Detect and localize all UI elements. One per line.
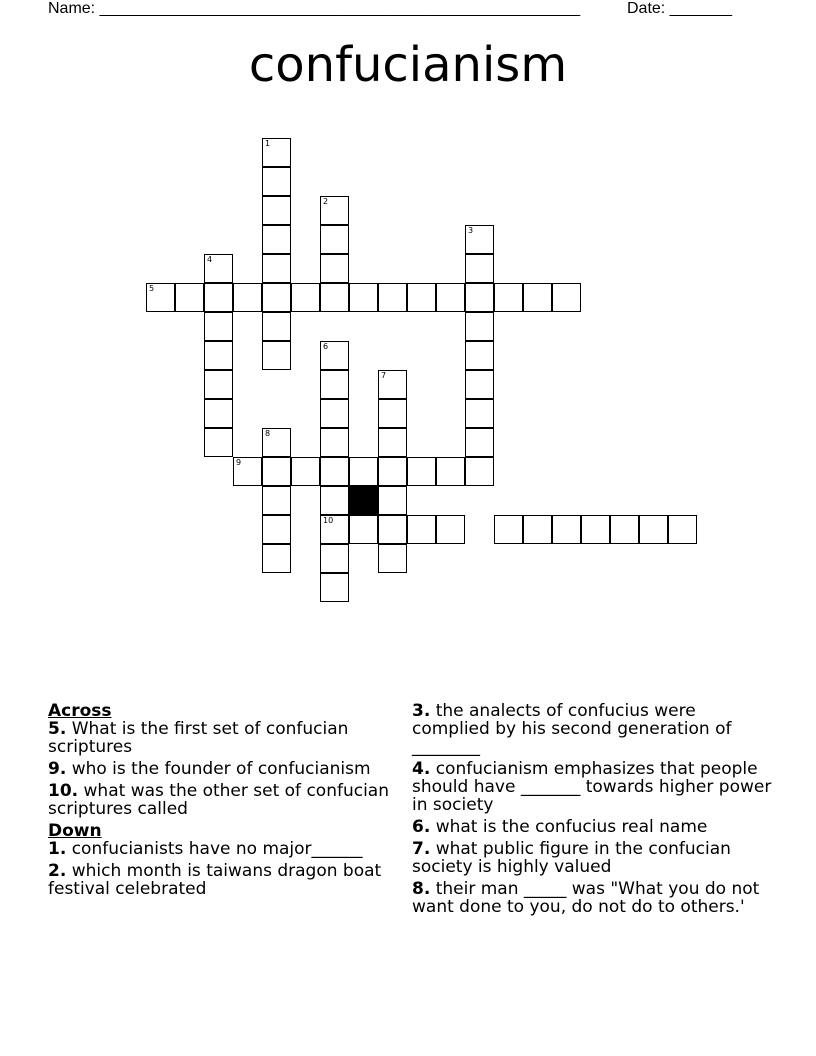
clue-number-label: 10 xyxy=(323,516,334,525)
crossword-cell[interactable] xyxy=(465,254,494,283)
clue-number-label: 8 xyxy=(265,429,271,438)
clue-number: 2. xyxy=(48,861,67,881)
crossword-cell[interactable] xyxy=(262,457,291,486)
clue-number: 6. xyxy=(412,817,431,837)
crossword-cell[interactable] xyxy=(320,457,349,486)
crossword-cell[interactable] xyxy=(175,283,204,312)
crossword-cell[interactable] xyxy=(262,254,291,283)
crossword-cell[interactable] xyxy=(494,515,523,544)
clue-number-label: 6 xyxy=(323,342,329,351)
crossword-cell[interactable] xyxy=(320,225,349,254)
crossword-cell[interactable] xyxy=(523,283,552,312)
crossword-cell[interactable] xyxy=(291,283,320,312)
clue-number-label: 1 xyxy=(265,139,271,148)
crossword-cell[interactable] xyxy=(378,283,407,312)
crossword-cell[interactable] xyxy=(262,341,291,370)
clue-across-9 xyxy=(48,760,393,778)
clue-text: the analects of confucius were complied by his second generation of ________ xyxy=(412,701,732,757)
crossword-cell[interactable] xyxy=(262,167,291,196)
clue-number: 8. xyxy=(412,879,431,899)
crossword-cell[interactable] xyxy=(465,312,494,341)
crossword-cell[interactable] xyxy=(320,515,349,544)
clue-down-3 xyxy=(412,702,772,756)
clue-down-8 xyxy=(412,880,772,916)
crossword-cell[interactable] xyxy=(494,283,523,312)
clue-down-1 xyxy=(48,840,393,858)
clue-number-label: 2 xyxy=(323,197,329,206)
crossword-cell[interactable] xyxy=(204,370,233,399)
crossword-cell[interactable] xyxy=(262,486,291,515)
crossword-cell[interactable] xyxy=(146,283,175,312)
crossword-cell[interactable] xyxy=(465,341,494,370)
crossword-cell[interactable] xyxy=(204,283,233,312)
crossword-cell[interactable] xyxy=(320,428,349,457)
crossword-cell[interactable] xyxy=(552,515,581,544)
crossword-cell[interactable] xyxy=(349,515,378,544)
clue-number: 5. xyxy=(48,719,67,739)
clue-text: which month is taiwans dragon boat festival celebrated xyxy=(48,861,382,899)
clues-right-column xyxy=(412,702,772,920)
crossword-cell[interactable] xyxy=(262,544,291,573)
clue-number-label: 9 xyxy=(236,458,242,467)
crossword-cell[interactable] xyxy=(233,457,262,486)
crossword-cell[interactable] xyxy=(378,544,407,573)
clue-number: 10. xyxy=(48,781,79,801)
crossword-cell[interactable] xyxy=(465,283,494,312)
crossword-cell[interactable] xyxy=(320,370,349,399)
puzzle-title: confucianism xyxy=(248,37,568,93)
name-field-label: Name: ______________________________________________________ xyxy=(48,0,581,17)
clues-left-column xyxy=(48,702,393,902)
crossword-cell[interactable] xyxy=(291,457,320,486)
clue-number-label: 5 xyxy=(149,284,155,293)
clue-text: who is the founder of confucianism xyxy=(71,759,371,779)
date-field-label: Date: _______ xyxy=(627,0,732,17)
clue-number-label: 3 xyxy=(468,226,474,235)
crossword-cell[interactable] xyxy=(639,515,668,544)
crossword-cell[interactable] xyxy=(668,515,697,544)
clue-across-10 xyxy=(48,782,393,818)
across-heading: Across xyxy=(48,701,112,721)
crossword-cell[interactable] xyxy=(233,283,262,312)
crossword-cell[interactable] xyxy=(407,283,436,312)
crossword-cell[interactable] xyxy=(407,515,436,544)
crossword-cell[interactable] xyxy=(378,486,407,515)
crossword-cell[interactable] xyxy=(320,486,349,515)
crossword-cell[interactable] xyxy=(262,225,291,254)
clue-number: 1. xyxy=(48,839,67,859)
crossword-cell[interactable] xyxy=(204,399,233,428)
crossword-cell[interactable] xyxy=(320,399,349,428)
crossword-cell[interactable] xyxy=(552,283,581,312)
crossword-cell[interactable] xyxy=(378,457,407,486)
clue-number: 4. xyxy=(412,759,431,779)
crossword-cell[interactable] xyxy=(581,515,610,544)
crossword-cell[interactable] xyxy=(378,399,407,428)
crossword-cell[interactable] xyxy=(465,399,494,428)
crossword-cell[interactable] xyxy=(465,428,494,457)
clue-down-4 xyxy=(412,760,772,814)
clue-down-6 xyxy=(412,818,772,836)
clue-down-7 xyxy=(412,840,772,876)
crossword-cell[interactable] xyxy=(465,225,494,254)
crossword-cell[interactable] xyxy=(320,544,349,573)
clue-number-label: 7 xyxy=(381,371,387,380)
clue-text: what is the confucius real name xyxy=(435,817,708,837)
crossword-cell[interactable] xyxy=(378,515,407,544)
clue-text: confucianism emphasizes that people should have _______ towards higher power in society xyxy=(412,759,772,815)
crossword-cell[interactable] xyxy=(320,573,349,602)
crossword-cell[interactable] xyxy=(436,515,465,544)
crossword-cell[interactable] xyxy=(465,457,494,486)
crossword-cell[interactable] xyxy=(465,370,494,399)
crossword-cell[interactable] xyxy=(262,312,291,341)
clue-across-5 xyxy=(48,720,393,756)
crossword-cell[interactable] xyxy=(523,515,552,544)
crossword-cell[interactable] xyxy=(436,457,465,486)
clue-text: their man _____ was "What you do not want done to you, do not do to others.' xyxy=(412,879,760,917)
clue-text: confucianists have no major______ xyxy=(71,839,363,859)
clue-text: what was the other set of confucian scriptures called xyxy=(48,781,389,819)
crossword-cell[interactable] xyxy=(204,341,233,370)
crossword-cell[interactable] xyxy=(320,254,349,283)
crossword-cell[interactable] xyxy=(320,283,349,312)
clue-number-label: 4 xyxy=(207,255,213,264)
blocked-cell xyxy=(349,486,378,515)
crossword-cell[interactable] xyxy=(378,370,407,399)
clue-number: 7. xyxy=(412,839,431,859)
crossword-cell[interactable] xyxy=(320,341,349,370)
crossword-cell[interactable] xyxy=(407,457,436,486)
crossword-cell[interactable] xyxy=(378,428,407,457)
clue-number: 9. xyxy=(48,759,67,779)
crossword-cell[interactable] xyxy=(262,515,291,544)
crossword-cell[interactable] xyxy=(204,312,233,341)
clue-text: what public figure in the confucian society is highly valued xyxy=(412,839,731,877)
crossword-cell[interactable] xyxy=(320,196,349,225)
crossword-cell[interactable] xyxy=(262,138,291,167)
crossword-cell[interactable] xyxy=(349,283,378,312)
crossword-cell[interactable] xyxy=(204,428,233,457)
crossword-cell[interactable] xyxy=(436,283,465,312)
clue-down-2 xyxy=(48,862,393,898)
crossword-cell[interactable] xyxy=(204,254,233,283)
crossword-cell[interactable] xyxy=(610,515,639,544)
crossword-cell[interactable] xyxy=(262,283,291,312)
down-heading: Down xyxy=(48,821,102,841)
crossword-cell[interactable] xyxy=(262,196,291,225)
crossword-cell[interactable] xyxy=(349,457,378,486)
clue-number: 3. xyxy=(412,701,431,721)
crossword-cell[interactable] xyxy=(262,428,291,457)
clue-text: What is the first set of confucian scriptures xyxy=(48,719,349,757)
